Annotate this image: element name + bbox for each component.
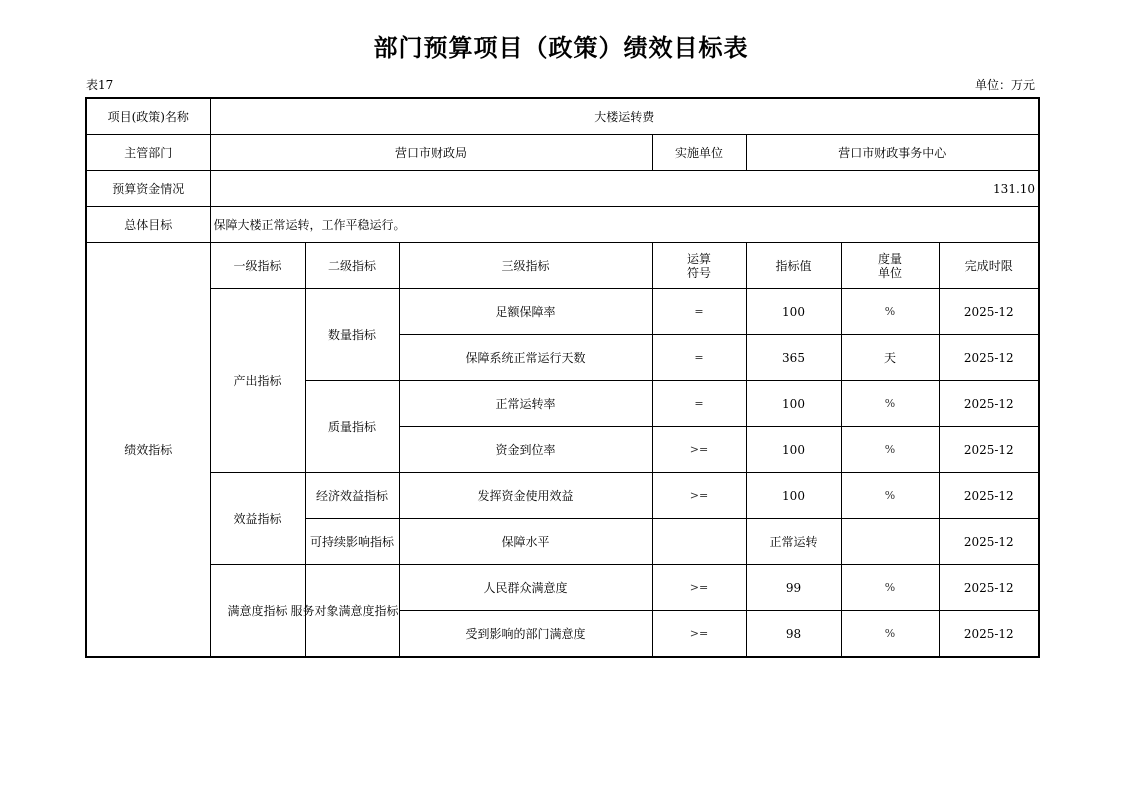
- header-l3: 三级指标: [399, 243, 652, 289]
- row-value: 100: [746, 289, 841, 335]
- performance-target-table: [85, 97, 1040, 658]
- goal-value: 保障大楼正常运转，工作平稳运行。: [210, 207, 1039, 243]
- row-operator: >=: [652, 611, 746, 658]
- row-l3: 正常运转率: [399, 381, 652, 427]
- row-deadline: 2025-12: [939, 611, 1039, 658]
- row-deadline: 2025-12: [939, 289, 1039, 335]
- header-deadline: 完成时限: [939, 243, 1039, 289]
- perf-indicator-label: 绩效指标: [86, 243, 210, 658]
- page-title: 部门预算项目（政策）绩效目标表: [373, 34, 749, 62]
- budget-row: [86, 171, 1039, 207]
- header-l1: 一级指标: [210, 243, 305, 289]
- row-value: 正常运转: [746, 519, 841, 565]
- table-row: [86, 289, 1039, 335]
- row-l3: 受到影响的部门满意度: [399, 611, 652, 658]
- budget-label: 预算资金情况: [86, 171, 210, 207]
- row-operator: =: [652, 335, 746, 381]
- impl-unit-label: 实施单位: [652, 135, 746, 171]
- group-benefit: 效益指标: [210, 473, 305, 565]
- row-unit: [841, 519, 939, 565]
- row-operator: =: [652, 289, 746, 335]
- row-operator: =: [652, 381, 746, 427]
- header-unit: 度量 单位: [841, 243, 939, 289]
- row-unit: %: [841, 473, 939, 519]
- row-unit: 天: [841, 335, 939, 381]
- header-l2: 二级指标: [305, 243, 399, 289]
- impl-unit-value: 营口市财政事务中心: [746, 135, 1039, 171]
- row-l3: 发挥资金使用效益: [399, 473, 652, 519]
- project-name-value: 大楼运转费: [210, 98, 1039, 135]
- header-value: 指标值: [746, 243, 841, 289]
- group-satisfaction: 满意度指标: [210, 565, 305, 658]
- group-quality: 质量指标: [305, 381, 399, 473]
- table-row: [86, 565, 1039, 611]
- row-unit: %: [841, 381, 939, 427]
- header-row: [86, 243, 1039, 289]
- row-deadline: 2025-12: [939, 565, 1039, 611]
- row-operator: >=: [652, 473, 746, 519]
- project-name-label: 项目(政策)名称: [86, 98, 210, 135]
- project-name-row: [86, 98, 1039, 135]
- row-operator: [652, 519, 746, 565]
- goal-row: [86, 207, 1039, 243]
- group-service: 服务对象满意度指标: [305, 565, 399, 658]
- row-deadline: 2025-12: [939, 473, 1039, 519]
- row-l3: 保障系统正常运行天数: [399, 335, 652, 381]
- row-unit: %: [841, 289, 939, 335]
- table-number: 表17: [86, 78, 114, 92]
- dept-label: 主管部门: [86, 135, 210, 171]
- table-row: [86, 473, 1039, 519]
- goal-label: 总体目标: [86, 207, 210, 243]
- row-value: 100: [746, 381, 841, 427]
- budget-value: 131.10: [210, 171, 1039, 207]
- row-value: 365: [746, 335, 841, 381]
- row-value: 99: [746, 565, 841, 611]
- row-deadline: 2025-12: [939, 427, 1039, 473]
- row-unit: %: [841, 611, 939, 658]
- row-unit: %: [841, 565, 939, 611]
- row-l3: 足额保障率: [399, 289, 652, 335]
- header-operator: 运算 符号: [652, 243, 746, 289]
- group-sustain: 可持续影响指标: [305, 519, 399, 565]
- unit-label: 单位：万元: [974, 78, 1035, 92]
- row-unit: %: [841, 427, 939, 473]
- row-deadline: 2025-12: [939, 335, 1039, 381]
- row-deadline: 2025-12: [939, 519, 1039, 565]
- row-operator: >=: [652, 565, 746, 611]
- row-deadline: 2025-12: [939, 381, 1039, 427]
- group-output: 产出指标: [210, 289, 305, 473]
- row-l3: 人民群众满意度: [399, 565, 652, 611]
- row-l3: 保障水平: [399, 519, 652, 565]
- group-quantity: 数量指标: [305, 289, 399, 381]
- department-row: [86, 135, 1039, 171]
- row-operator: >=: [652, 427, 746, 473]
- dept-value: 营口市财政局: [210, 135, 652, 171]
- row-value: 100: [746, 427, 841, 473]
- row-value: 100: [746, 473, 841, 519]
- group-econ: 经济效益指标: [305, 473, 399, 519]
- row-l3: 资金到位率: [399, 427, 652, 473]
- row-value: 98: [746, 611, 841, 658]
